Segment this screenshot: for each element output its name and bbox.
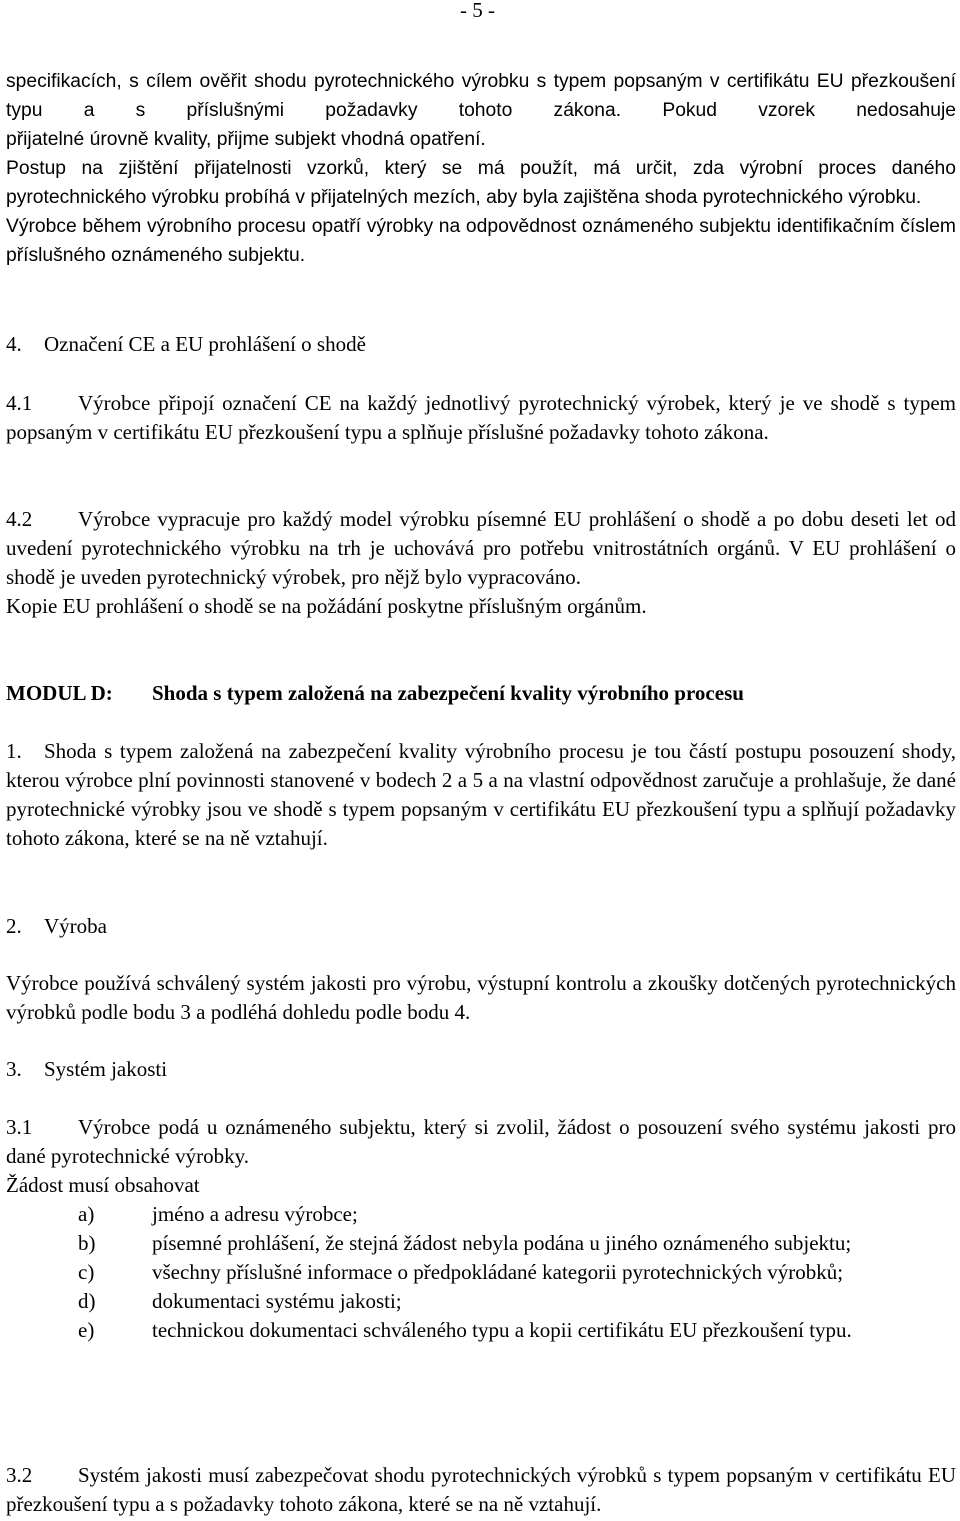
intro-block: [6, 67, 956, 270]
module-d-point-3-title: Systém jakosti: [44, 1057, 168, 1081]
list-item: [78, 1200, 956, 1229]
module-d-title: Shoda s typem založená na zabezpečení kvality výrobního procesu: [152, 681, 744, 705]
section-3-1-text: Výrobce podá u oznámeného subjektu, který si zvolil, žádost o posouzení svého systému jakosti pro dané pyrotechnické výrobky.: [6, 1115, 956, 1168]
module-d-point-3-number: 3.: [6, 1057, 22, 1081]
list-item-marker: c): [78, 1260, 95, 1284]
list-item-text: písemné prohlášení, že stejná žádost nebyla podána u jiného oznámeného subjektu;: [152, 1231, 852, 1255]
section-3-1-number: 3.1: [6, 1115, 33, 1139]
list-item-text: technickou dokumentaci schváleného typu a kopii certifikátu EU přezkoušení typu.: [152, 1318, 852, 1342]
module-d-point-2-text: Výrobce používá schválený systém jakosti pro výrobu, výstupní kontrolu a zkoušky dotčených pyrotechnických výrobků podle bodu 3 a podléhá dohledu podle bodu 4.: [6, 971, 956, 1024]
section-4-1-number: 4.1: [6, 391, 33, 415]
section-4-2-text: Výrobce vypracuje pro každý model výrobku písemné EU prohlášení o shodě a po dobu deseti let od uvedení pyrotechnického výrobku na trh je uchovává pro potřebu vnitrostátních orgánů. V EU prohlášení o shodě je uveden pyrotechnický výrobek, pro nějž bylo vypracováno.: [6, 507, 956, 589]
intro-paragraph-1-end: přijatelné úrovně kvality, přijme subjekt vhodná opatření.: [6, 129, 486, 150]
page-number: - 5 -: [460, 0, 495, 22]
list-item-text: dokumentaci systému jakosti;: [152, 1289, 402, 1313]
section-3-1: [6, 1113, 956, 1200]
section-4-number: 4.: [6, 332, 22, 356]
module-d-point-1-text: Shoda s typem založená na zabezpečení kvality výrobního procesu je tou částí postupu posouzení shody, kterou výrobce plní povinnosti stanovené v bodech 2 a 5 a na vlastní odpovědnost zaručuje a prohlašuje, že dané pyrotechnické výrobky jsou ve shodě s typem popsaným v certifikátu EU přezkoušení typu a splňují požadavky tohoto zákona, které se na ně vztahují.: [6, 739, 956, 850]
list-item-text: všechny příslušné informace o předpokládané kategorii pyrotechnických výrobků;: [152, 1260, 844, 1284]
section-4-title: Označení CE a EU prohlášení o shodě: [44, 332, 366, 356]
module-d-point-1-number: 1.: [6, 739, 22, 763]
intro-paragraph-3: Výrobce během výrobního procesu opatří výrobky na odpovědnost oznámeného subjektu identifikačním číslem příslušného oznámeného subjektu.: [6, 216, 956, 266]
module-d-point-2-heading: [6, 912, 956, 941]
list-item: [78, 1287, 956, 1316]
module-d-point-1: [6, 737, 956, 853]
section-3-2: [6, 1461, 956, 1519]
intro-paragraph-2: Postup na zjištění přijatelnosti vzorků, který se má použít, má určit, zda výrobní proces daného pyrotechnického výrobku probíhá v přijatelných mezích, aby byla zajištěna shoda pyrotechnického výrobku.: [6, 158, 956, 208]
request-list: [78, 1200, 956, 1345]
module-d-point-2-title: Výroba: [44, 914, 107, 938]
list-item: [78, 1316, 956, 1345]
module-d-point-2-number: 2.: [6, 914, 22, 938]
module-d-label: MODUL D:: [6, 681, 113, 705]
request-intro: Žádost musí obsahovat: [6, 1173, 200, 1197]
section-4-1-text: Výrobce připojí označení CE na každý jednotlivý pyrotechnický výrobek, který je ve shodě s typem popsaným v certifikátu EU přezkoušení typu a splňuje příslušné požadavky tohoto zákona.: [6, 391, 956, 444]
list-item-text: jméno a adresu výrobce;: [152, 1202, 358, 1226]
section-4-heading: [6, 330, 956, 359]
intro-paragraph-1: specifikacích, s cílem ověřit shodu pyrotechnického výrobku s typem popsaným v certifikátu EU přezkoušení typu a s příslušnými požadavky tohoto zákona. Pokud vzorek nedosahuje: [6, 71, 956, 121]
module-d-heading: [6, 679, 956, 708]
section-4-2: [6, 505, 956, 621]
list-item-marker: b): [78, 1231, 96, 1255]
module-d-point-3-heading: [6, 1055, 956, 1084]
section-4-2-number: 4.2: [6, 507, 33, 531]
list-item: [78, 1229, 956, 1258]
section-3-2-number: 3.2: [6, 1463, 33, 1487]
list-item-marker: a): [78, 1202, 95, 1226]
section-4-2-copy: Kopie EU prohlášení o shodě se na požádání poskytne příslušným orgánům.: [6, 594, 647, 618]
list-item-marker: e): [78, 1318, 95, 1342]
section-4-1: [6, 389, 956, 447]
section-3-2-text: Systém jakosti musí zabezpečovat shodu pyrotechnických výrobků s typem popsaným v certifikátu EU přezkoušení typu a s požadavky tohoto zákona, které se na ně vztahují.: [6, 1463, 956, 1516]
list-item: [78, 1258, 956, 1287]
list-item-marker: d): [78, 1289, 96, 1313]
